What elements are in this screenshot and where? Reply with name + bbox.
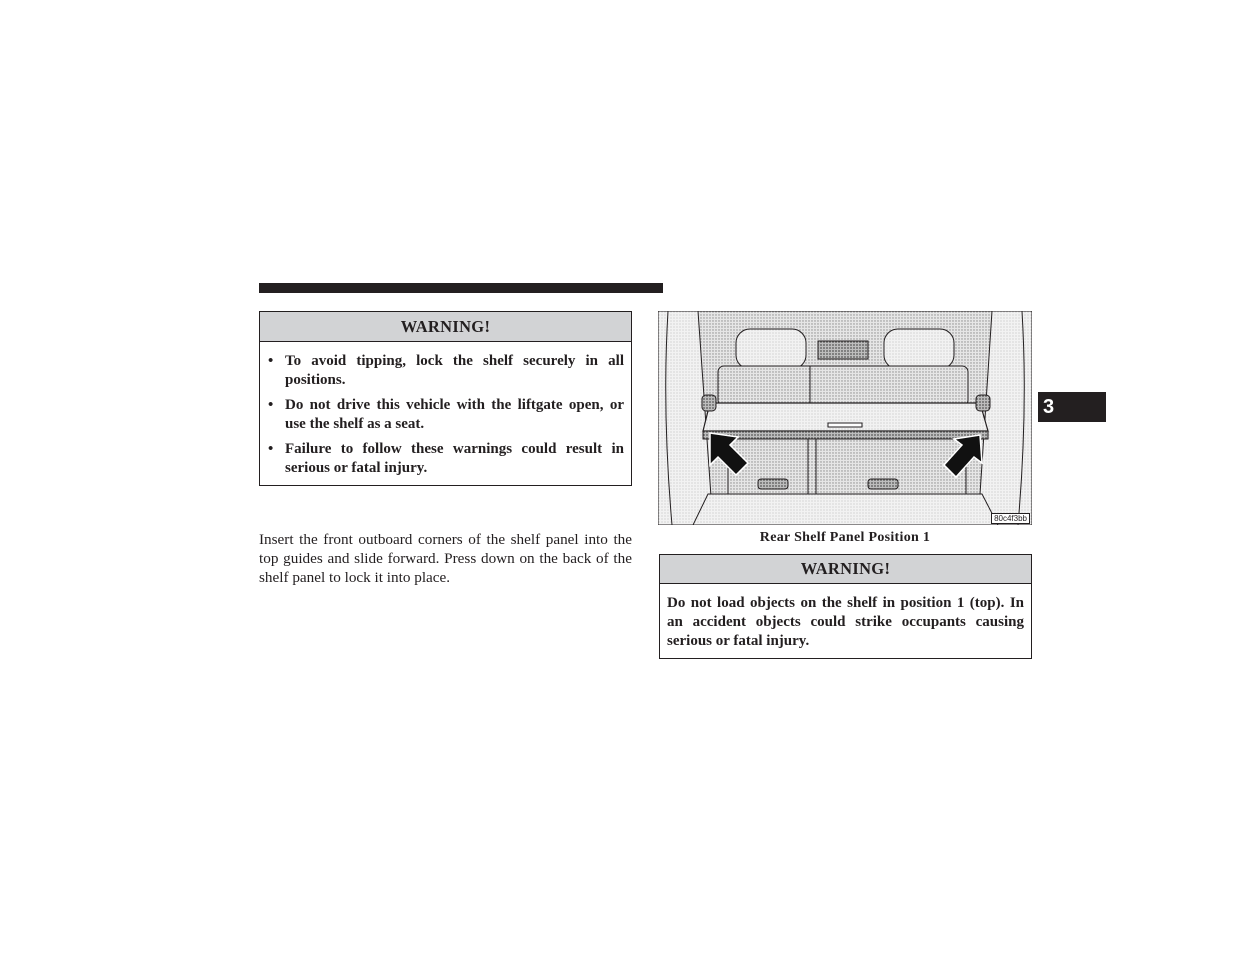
warning-text: Do not load objects on the shelf in position 1 (top). In an accident objects could strike occupants causing serious or fatal injury. bbox=[667, 595, 1024, 649]
section-top-rule bbox=[259, 283, 663, 293]
bullet-icon: • bbox=[268, 441, 274, 457]
warning-item bbox=[268, 440, 624, 478]
cargo-area-drawing bbox=[658, 311, 1032, 525]
warning-item bbox=[268, 396, 624, 434]
bullet-icon: • bbox=[268, 397, 274, 413]
warning-box-tipping bbox=[259, 311, 632, 486]
warning-title: WARNING! bbox=[260, 312, 631, 342]
warning-item-text: To avoid tipping, lock the shelf securely in all positions. bbox=[285, 353, 624, 388]
section-tab: 3 bbox=[1038, 392, 1106, 422]
warning-item-text: Failure to follow these warnings could result in serious or fatal injury. bbox=[285, 441, 624, 476]
bullet-icon: • bbox=[268, 353, 274, 369]
figure-caption: Rear Shelf Panel Position 1 bbox=[759, 530, 931, 545]
warning-box-load bbox=[659, 554, 1032, 659]
warning-item bbox=[268, 352, 624, 390]
rear-shelf-illustration bbox=[658, 311, 1032, 525]
warning-title: WARNING! bbox=[660, 555, 1031, 584]
figure-code: 80c4f3bb bbox=[991, 513, 1030, 524]
warning-item-text: Do not drive this vehicle with the liftgate open, or use the shelf as a seat. bbox=[285, 397, 624, 432]
warning-list bbox=[260, 342, 631, 478]
instruction-paragraph: Insert the front outboard corners of the shelf panel into the top guides and slide forward. Press down on the back of the shelf panel to lock it into place. bbox=[259, 531, 632, 586]
